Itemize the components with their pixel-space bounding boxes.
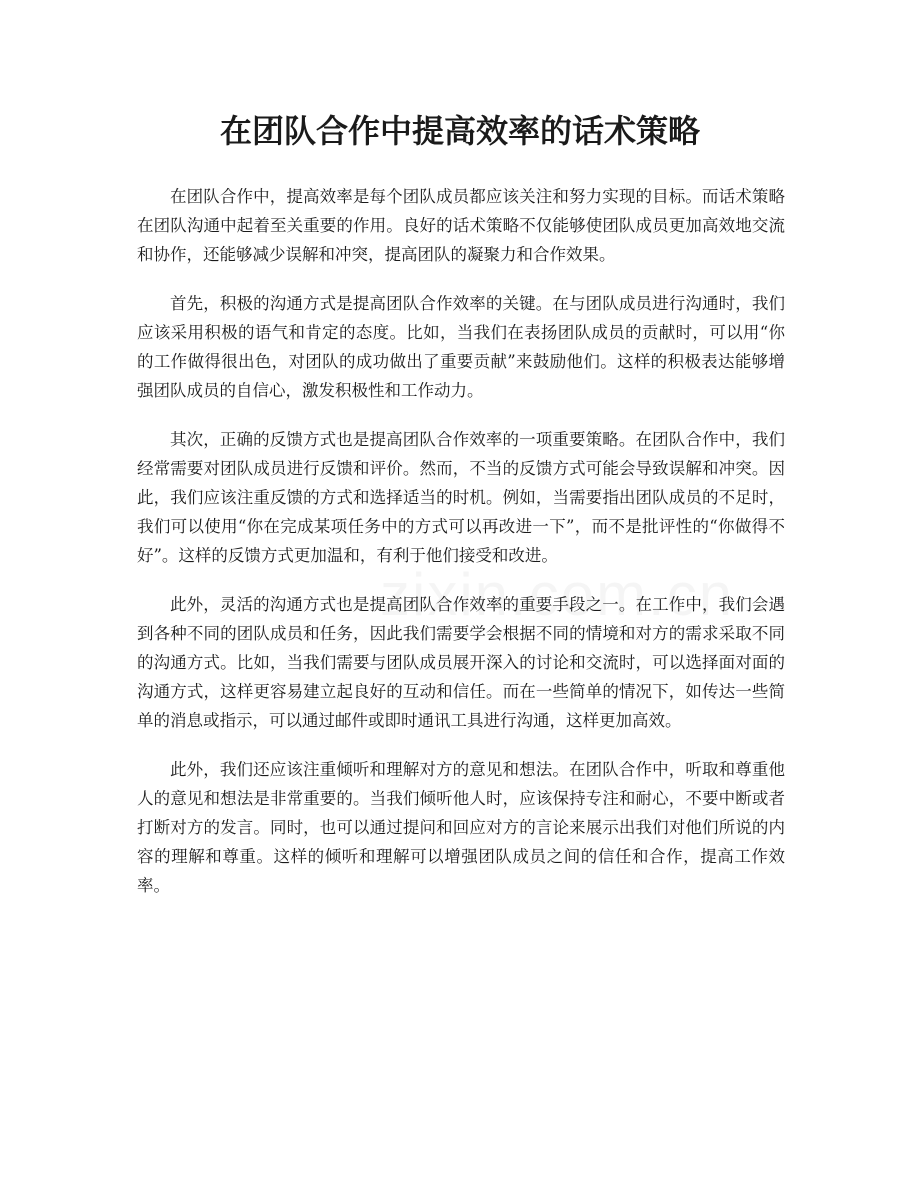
paragraph-3: 其次，正确的反馈方式也是提高团队合作效率的一项重要策略。在团队合作中，我们经常需要对团队成员进行反馈和评价。然而，不当的反馈方式可能会导致误解和冲突。因此，我们应该注重反馈的方式和选择适当的时机。例如，当需要指出团队成员的不足时，我们可以使用“你在完成某项任务中的方式可以再改进一下”，而不是批评性的“你做得不好”。这样的反馈方式更加温和，有利于他们接受和改进。 [137,430,785,565]
paragraph-2: 首先，积极的沟通方式是提高团队合作效率的关键。在与团队成员进行沟通时，我们应该采用积极的语气和肯定的态度。比如，当我们在表扬团队成员的贡献时，可以用“你的工作做得很出色，对团队的成功做出了重要贡献”来鼓励他们。这样的积极表达能够增强团队成员的自信心，激发积极性和工作动力。 [137,294,785,400]
paragraph-5: 此外，我们还应该注重倾听和理解对方的意见和想法。在团队合作中，听取和尊重他人的意见和想法是非常重要的。当我们倾听他人时，应该保持专注和耐心，不要中断或者打断对方的发言。同时，也可以通过提问和回应对方的言论来展示出我们对他们所说的内容的理解和尊重。这样的倾听和理解可以增强团队成员之间的信任和合作，提高工作效率。 [137,760,785,895]
paragraph-4: 此外，灵活的沟通方式也是提高团队合作效率的重要手段之一。在工作中，我们会遇到各种不同的团队成员和任务，因此我们需要学会根据不同的情境和对方的需求采取不同的沟通方式。比如，当我们需要与团队成员展开深入的讨论和交流时，可以选择面对面的沟通方式，这样更容易建立起良好的互动和信任。而在一些简单的情况下，如传达一些简单的消息或指示，可以通过邮件或即时通讯工具进行沟通，这样更加高效。 [137,595,785,730]
document-body [137,182,785,920]
page-title: 在团队合作中提高效率的话术策略 [219,112,700,150]
paragraph-1: 在团队合作中，提高效率是每个团队成员都应该关注和努力实现的目标。而话术策略在团队沟通中起着至关重要的作用。良好的话术策略不仅能够使团队成员更加高效地交流和协作，还能够减少误解和冲突，提高团队的凝聚力和合作效果。 [137,187,785,264]
